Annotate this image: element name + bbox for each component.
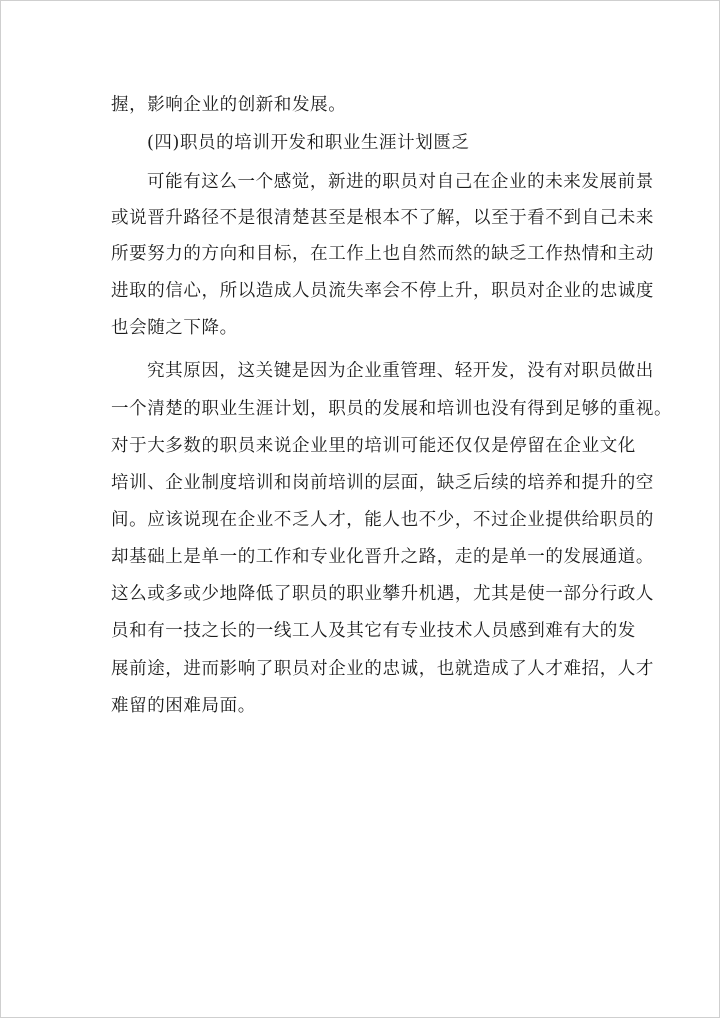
paragraph-line: 究其原因，这关键是因为企业重管理、轻开发，没有对职员做出 bbox=[147, 361, 654, 381]
paragraph-line: 间。应该说现在企业不乏人才，能人也不少，不过企业提供给职员的 bbox=[111, 510, 654, 530]
paragraph-line: 这么或多或少地降低了职员的职业攀升机遇，尤其是使一部分行政人 bbox=[111, 584, 654, 604]
paragraph-line: 可能有这么一个感觉，新进的职员对自己在企业的未来发展前景 bbox=[147, 172, 654, 192]
paragraph-line: 对于大多数的职员来说企业里的培训可能还仅仅是停留在企业文化 bbox=[111, 436, 636, 456]
paragraph-line: 进取的信心，所以造成人员流失率会不停上升，职员对企业的忠诚度 bbox=[111, 281, 654, 301]
paragraph-line: 培训、企业制度培训和岗前培训的层面，缺乏后续的培养和提升的空 bbox=[111, 473, 654, 493]
paragraph-line: 握，影响企业的创新和发展。 bbox=[111, 95, 347, 115]
paragraph-line: 也会随之下降。 bbox=[111, 318, 238, 338]
paragraph-line: 难留的困难局面。 bbox=[111, 696, 256, 716]
paragraph-line: 所要努力的方向和目标，在工作上也自然而然的缺乏工作热情和主动 bbox=[111, 244, 654, 264]
paragraph-line: 或说晋升路径不是很清楚甚至是根本不了解，以至于看不到自己未来 bbox=[111, 208, 654, 228]
paragraph-line: 展前途，进而影响了职员对企业的忠诚，也就造成了人才难招，人才 bbox=[111, 659, 654, 679]
paragraph-line: 一个清楚的职业生涯计划，职员的发展和培训也没有得到足够的重视。 bbox=[111, 399, 673, 419]
paragraph-line: 员和有一技之长的一线工人及其它有专业技术人员感到难有大的发 bbox=[111, 621, 636, 641]
section-heading: (四)职员的培训开发和职业生涯计划匮乏 bbox=[147, 133, 470, 153]
paragraph-line: 却基础上是单一的工作和专业化晋升之路，走的是单一的发展通道。 bbox=[111, 547, 654, 567]
